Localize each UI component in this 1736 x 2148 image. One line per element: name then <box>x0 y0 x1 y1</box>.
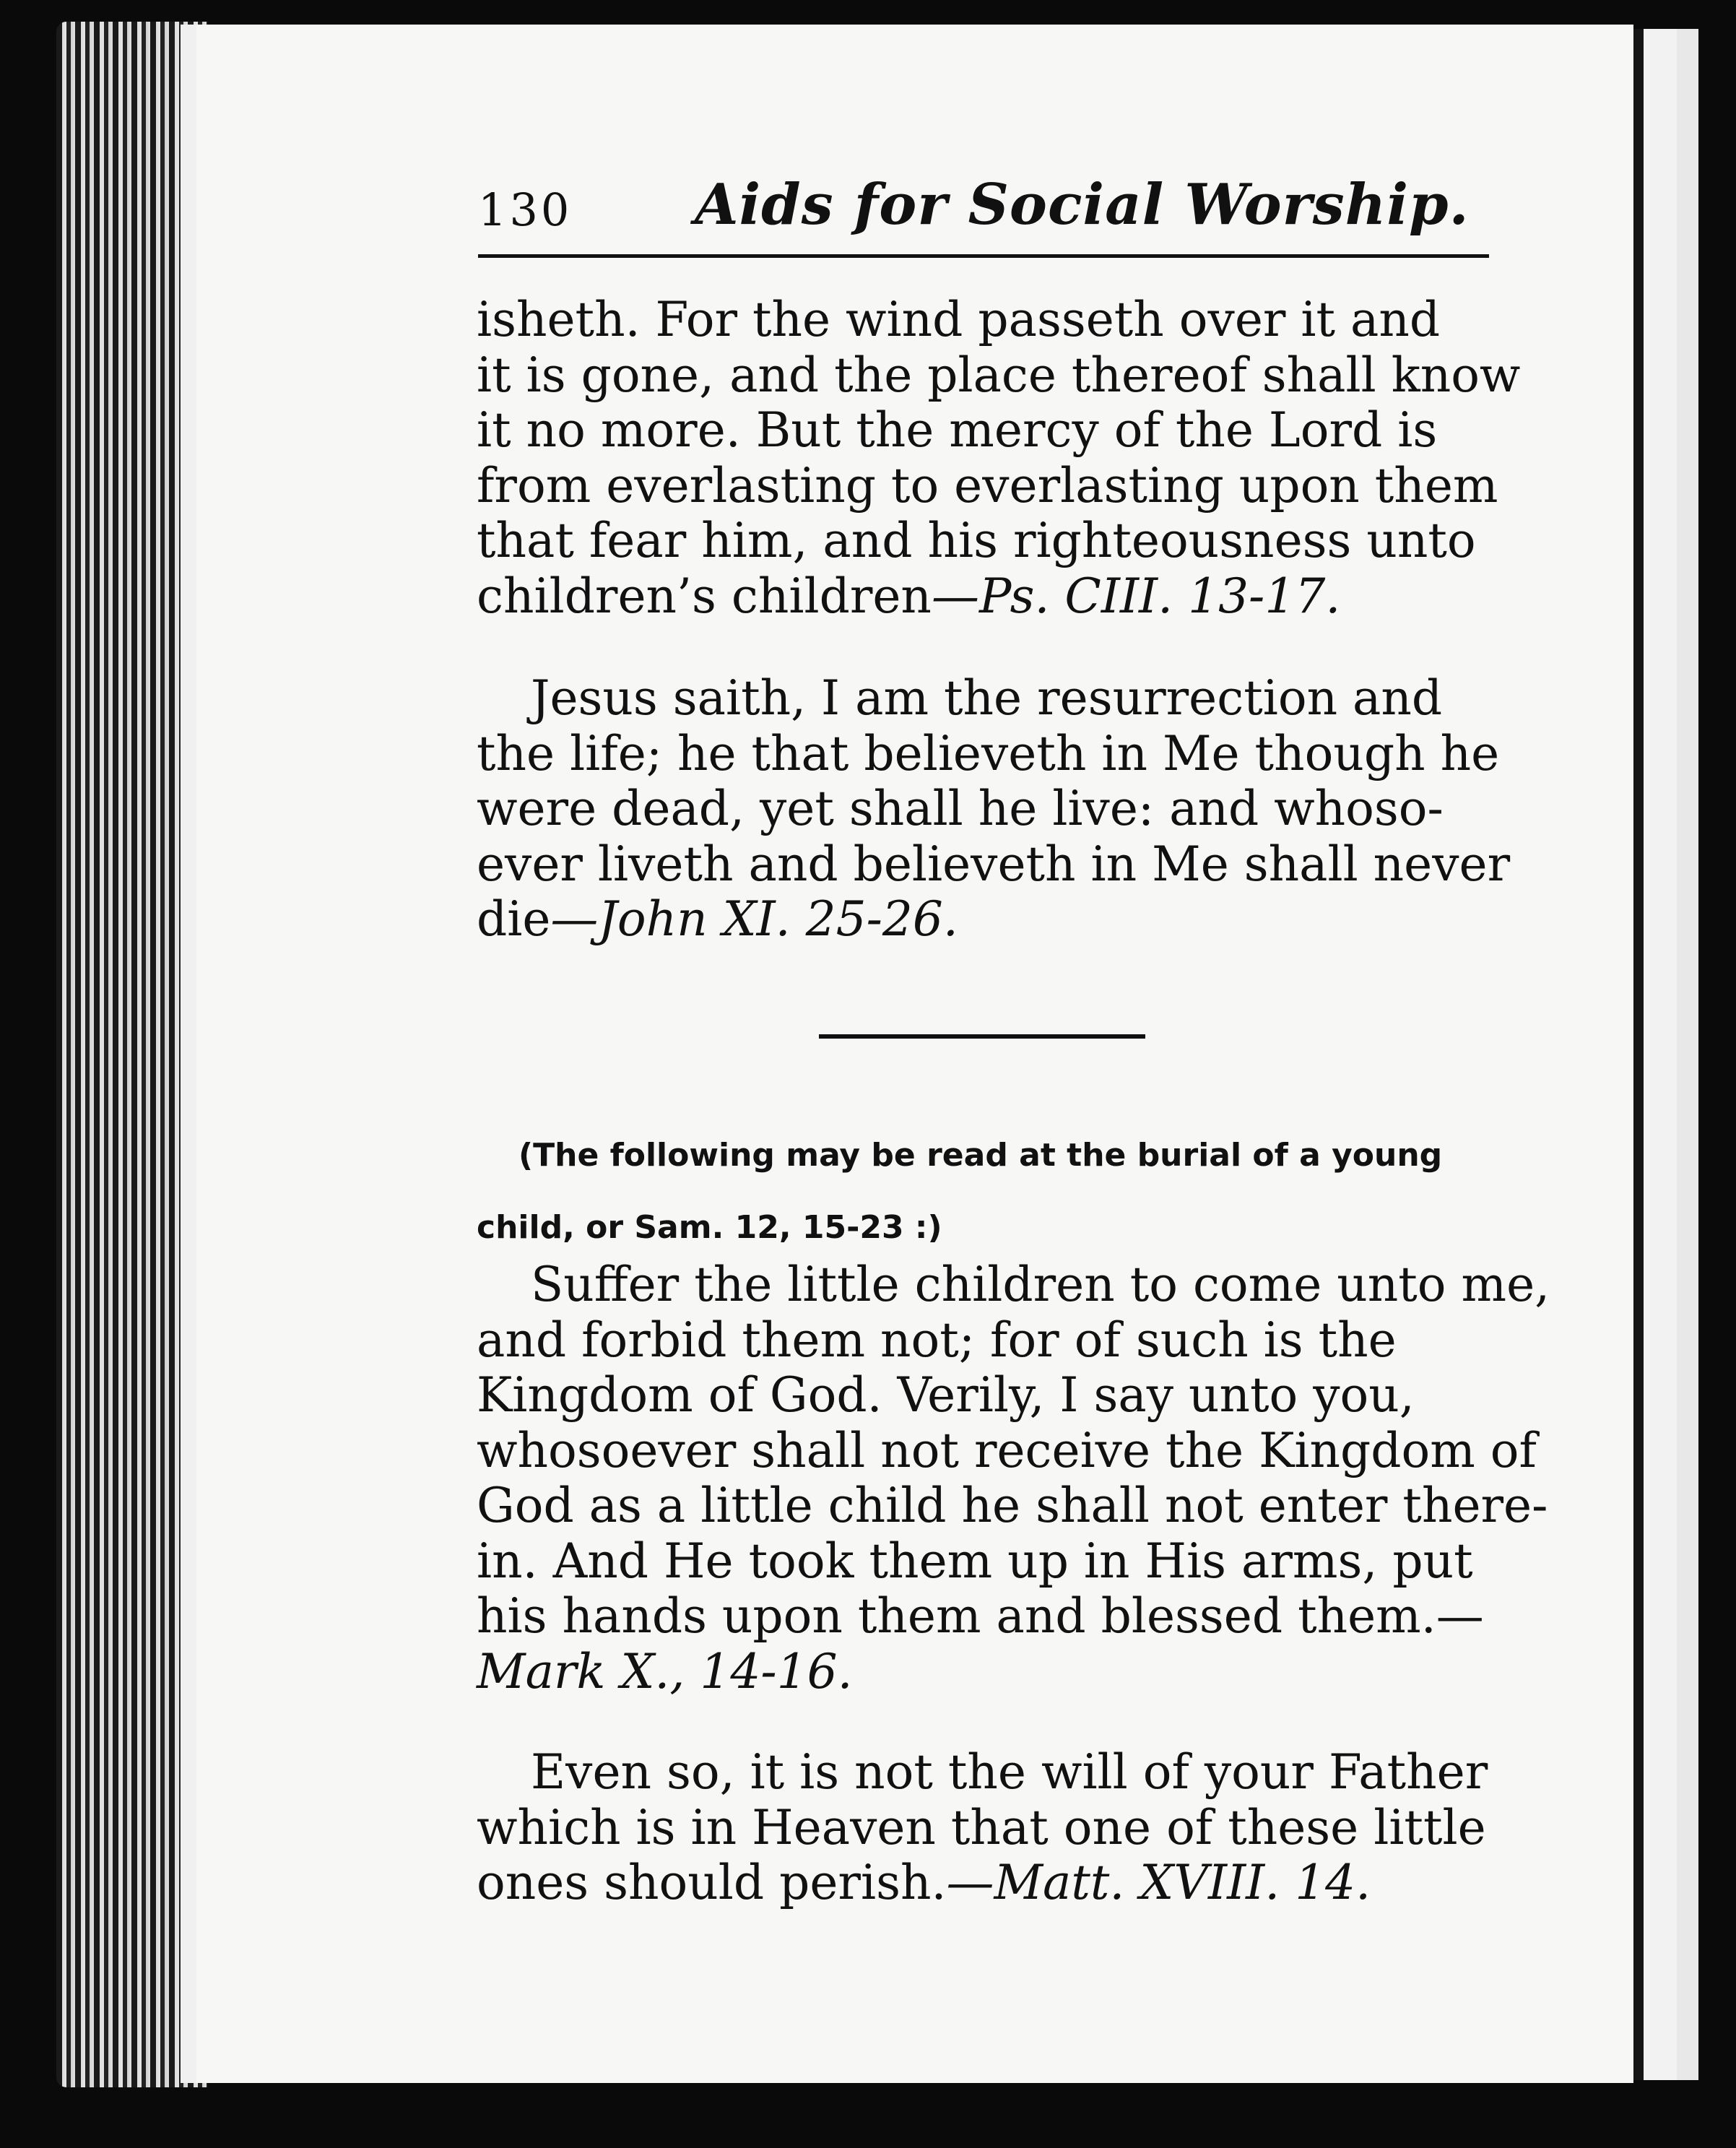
scripture-paragraph-john <box>477 670 1511 948</box>
running-header <box>478 172 1489 251</box>
text-line: Kingdom of God. Verily, I say unto you, <box>477 1367 1415 1423</box>
text-fragment: die <box>477 891 551 947</box>
text-line: Jesus saith, I am the resurrection and <box>531 670 1443 726</box>
scripture-paragraph-mark <box>477 1257 1550 1699</box>
text-line: the life; he that believeth in Me though he <box>477 725 1500 781</box>
scripture-reference: —Ps. CIII. 13-17. <box>931 568 1341 624</box>
scripture-paragraph-psalm <box>477 292 1521 624</box>
text-line: it is gone, and the place thereof shall know <box>477 347 1521 403</box>
scripture-paragraph-matthew <box>477 1745 1495 1911</box>
text-line-last <box>477 1855 1495 1911</box>
scripture-reference: Mark X., 14-16. <box>477 1643 853 1699</box>
text-line: ever liveth and believeth in Me shall never <box>477 836 1511 892</box>
text-fragment: children’s children <box>477 568 932 624</box>
scripture-reference: —Matt. XVIII. 14. <box>946 1855 1371 1910</box>
text-line-last <box>477 1645 1495 1700</box>
text-line: were dead, yet shall he live: and whoso- <box>477 781 1444 836</box>
text-line: in. And He took them up in His arms, put <box>477 1533 1473 1589</box>
section-divider <box>819 1034 1145 1039</box>
note-line: (The following may be read at the burial of a young <box>518 1137 1443 1174</box>
text-line: isheth. For the wind passeth over it and <box>477 292 1441 347</box>
text-line: which is in Heaven that one of these little <box>477 1799 1486 1855</box>
running-title: Aids for Social Worship. <box>695 172 1470 238</box>
text-line: and forbid them not; for of such is the <box>477 1312 1397 1368</box>
text-line: that fear him, and his righteousness unto <box>477 513 1476 568</box>
header-rule <box>478 254 1489 258</box>
scripture-reference: —John XI. 25-26. <box>550 891 958 947</box>
facing-page-edge-outer <box>1677 29 1698 2080</box>
text-line: Suffer the little children to come unto me, <box>531 1257 1550 1312</box>
text-line: his hands upon them and blessed them.— <box>477 1588 1484 1644</box>
text-line: it no more. But the mercy of the Lord is <box>477 402 1438 458</box>
page-number: 130 <box>478 183 573 236</box>
text-line-last <box>477 569 1495 625</box>
text-line: whosoever shall not receive the Kingdom of <box>477 1422 1537 1478</box>
note-line: child, or Sam. 12, 15-23 :) <box>477 1209 942 1246</box>
text-line: from everlasting to everlasting upon them <box>477 457 1498 514</box>
text-line: God as a little child he shall not enter there- <box>477 1478 1548 1533</box>
rubric-note <box>477 1120 1495 1264</box>
text-line-last <box>477 892 1495 948</box>
text-line: Even so, it is not the will of your Father <box>531 1744 1488 1800</box>
text-fragment: ones should perish. <box>477 1855 947 1910</box>
